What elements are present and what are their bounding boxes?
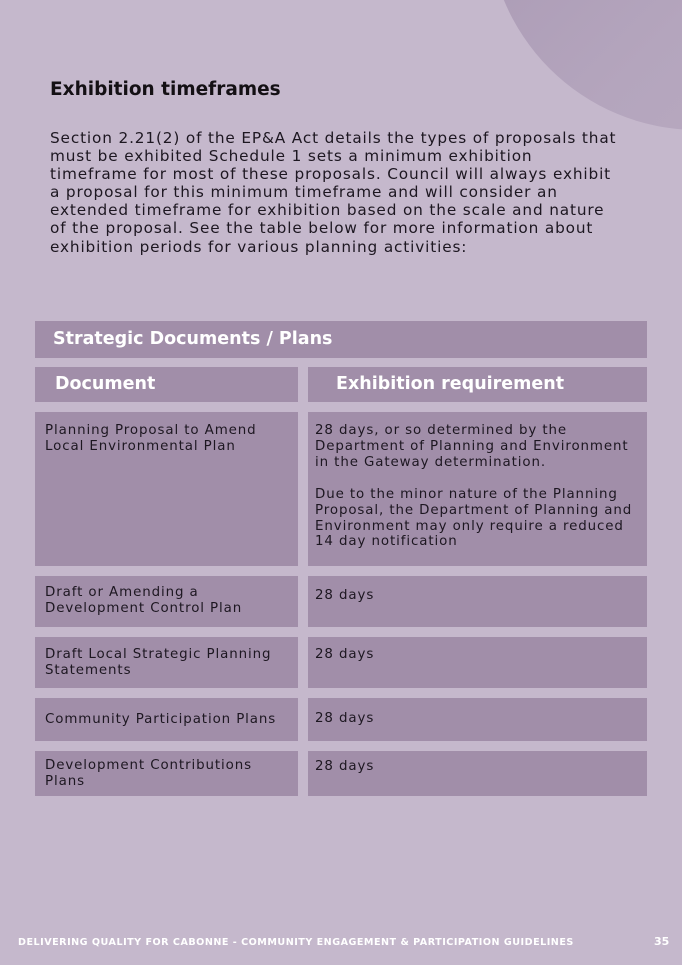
row-5-document: Development Contributions Plans (45, 758, 253, 789)
column-header-document-label: Document (55, 374, 156, 394)
table-row-document-cell (35, 576, 298, 627)
row-4-document: Community Participation Plans (45, 712, 277, 727)
column-header-document (35, 367, 298, 402)
section-heading: Exhibition timeframes (50, 79, 281, 100)
table-row-document-cell (35, 698, 298, 741)
table-row-requirement-cell (308, 751, 647, 796)
row-5-requirement: 28 days (315, 759, 375, 774)
table-row-requirement-cell (308, 412, 647, 566)
row-1-requirement: 28 days, or so determined by the Department of Planning and Environment in the Gateway determination. (315, 423, 629, 470)
intro-paragraph: Section 2.21(2) of the EP&A Act details the types of proposals that must be exhibited Schedule 1 sets a minimum exhibition timeframe for most of these proposals. Council will always exhibit a proposal for this minimum timeframe and will consider an extended timeframe for exhibition based on the scale and nature of the proposal. See the table below for more information about exhibition periods for various planning activities: (50, 129, 617, 256)
decorative-circle (488, 0, 682, 130)
row-1-requirement-note: Due to the minor nature of the Planning Proposal, the Department of Planning and Environment may only require a reduced 14 day notification (315, 486, 633, 550)
column-header-requirement-label: Exhibition requirement (336, 374, 565, 394)
table-row-document-cell (35, 637, 298, 688)
table-row-requirement-cell (308, 637, 647, 688)
column-header-requirement (308, 367, 647, 402)
row-4-requirement: 28 days (315, 711, 375, 726)
table-row-requirement-cell (308, 698, 647, 741)
row-1-requirement-block (315, 423, 641, 550)
row-1-document: Planning Proposal to Amend Local Environmental Plan (45, 423, 257, 454)
row-2-requirement: 28 days (315, 588, 375, 603)
table-title: Strategic Documents / Plans (53, 329, 333, 349)
row-3-requirement: 28 days (315, 647, 375, 662)
page-number: 35 (654, 935, 670, 948)
table-row-document-cell (35, 412, 298, 566)
table-row-requirement-cell (308, 576, 647, 627)
table-row-document-cell (35, 751, 298, 796)
table-title-band (35, 321, 647, 358)
footer-text: DELIVERING QUALITY FOR CABONNE - COMMUNITY ENGAGEMENT & PARTICIPATION GUIDELINES (18, 937, 574, 948)
row-2-document: Draft or Amending a Development Control Plan (45, 585, 243, 616)
row-3-document: Draft Local Strategic Planning Statements (45, 647, 272, 678)
